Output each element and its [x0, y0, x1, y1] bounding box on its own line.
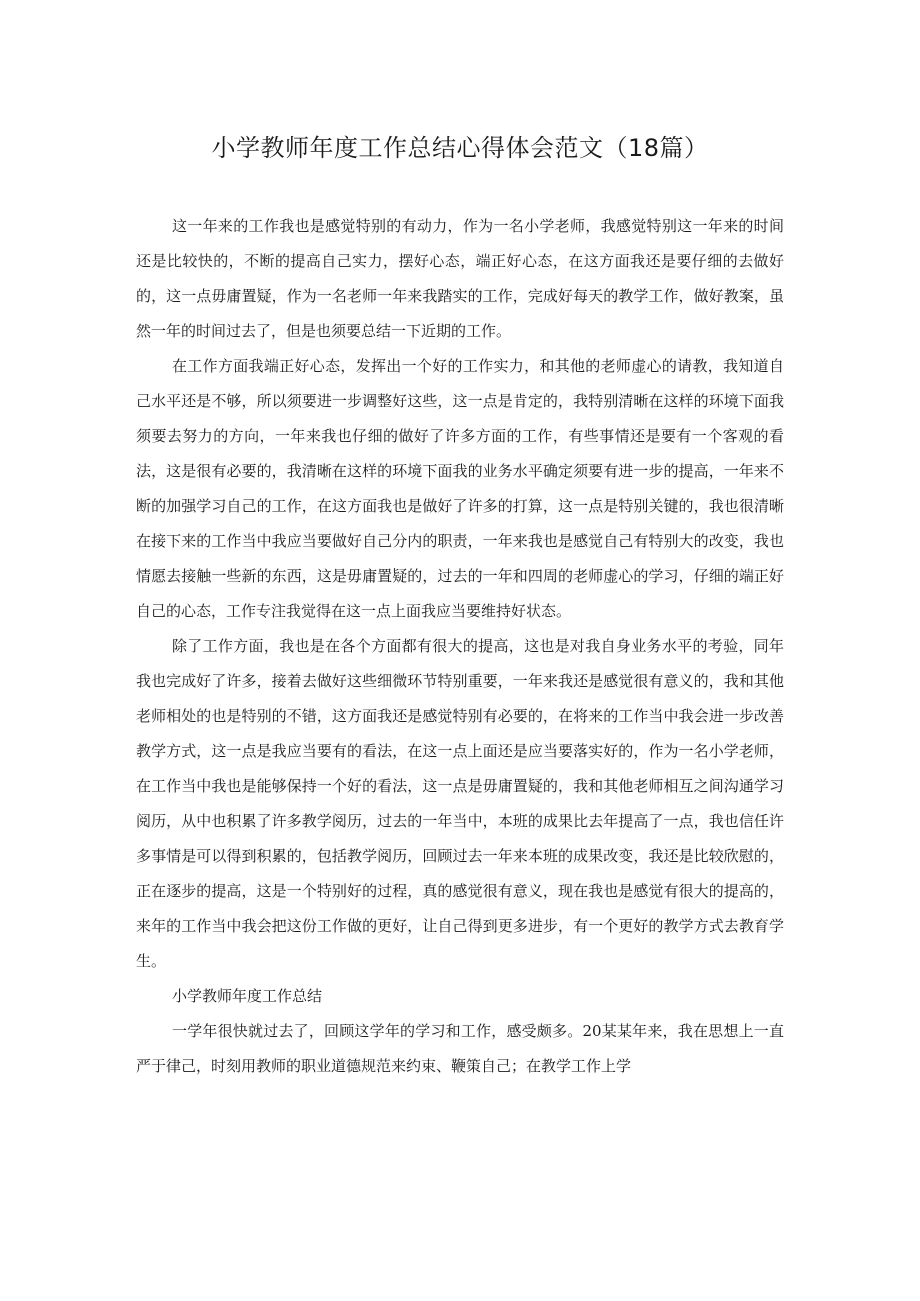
document-title: 小学教师年度工作总结心得体会范文（18篇） — [211, 134, 709, 162]
paragraph-4: 一学年很快就过去了，回顾这学年的学习和工作，感受颇多。20某某年来，我在思想上一直严于律己，时刻用教师的职业道德规范来约束、鞭策自己；在教学工作上学 — [136, 1022, 784, 1075]
section-subheading: 小学教师年度工作总结 — [172, 987, 323, 1005]
paragraph-3: 除了工作方面，我也是在各个方面都有很大的提高，这也是对我自身业务水平的考验，同年我也完成好了许多，接着去做好这些细微环节特别重要，一年来我还是感觉很有意义的，我和其他老师相处的也是特别的不错，这方面我还是感觉特别有必要的，在将来的工作当中我会进一步改善教学方式，这一点是我应当要有的看法，在这一点上面还是应当要落实好的，作为一名小学老师，在工作当中我也是能够保持一个好的看法，这一点是毋庸置疑的，我和其他老师相互之间沟通学习阅历，从中也积累了许多教学阅历，过去的一年当中，本班的成果比去年提高了一点，我也信任许多事情是可以得到积累的，包括教学阅历，回顾过去一年来本班的成果改变，我还是比较欣慰的，正在逐步的提高，这是一个特别好的过程，真的感觉很有意义，现在我也是感觉有很大的提高的，来年的工作当中我会把这份工作做的更好，让自己得到更多进步，有一个更好的教学方式去教育学生。 — [136, 637, 784, 970]
paragraph-2: 在工作方面我端正好心态，发挥出一个好的工作实力，和其他的老师虚心的请教，我知道自己水平还是不够，所以须要进一步调整好这些，这一点是肯定的，我特别清晰在这样的环境下面我须要去努力的方向，一年来我也仔细的做好了许多方面的工作，有些事情还是要有一个客观的看法，这是很有必要的，我清晰在这样的环境下面我的业务水平确定须要有进一步的提高，一年来不断的加强学习自己的工作，在这方面我也是做好了许多的打算，这一点是特别关键的，我也很清晰在接下来的工作当中我应当要做好自己分内的职责，一年来我也是感觉自己有特别大的改变，我也情愿去接触一些新的东西，这是毋庸置疑的，过去的一年和四周的老师虚心的学习，仔细的端正好自己的心态，工作专注我觉得在这一点上面我应当要维持好状态。 — [136, 357, 784, 620]
paragraph-1: 这一年来的工作我也是感觉特别的有动力，作为一名小学老师，我感觉特别这一年来的时间还是比较快的，不断的提高自己实力，摆好心态，端正好心态，在这方面我还是要仔细的去做好的，这一点毋庸置疑，作为一名老师一年来我踏实的工作，完成好每天的教学工作，做好教案，虽然一年的时间过去了，但是也须要总结一下近期的工作。 — [136, 217, 784, 340]
document-body — [136, 209, 784, 1084]
